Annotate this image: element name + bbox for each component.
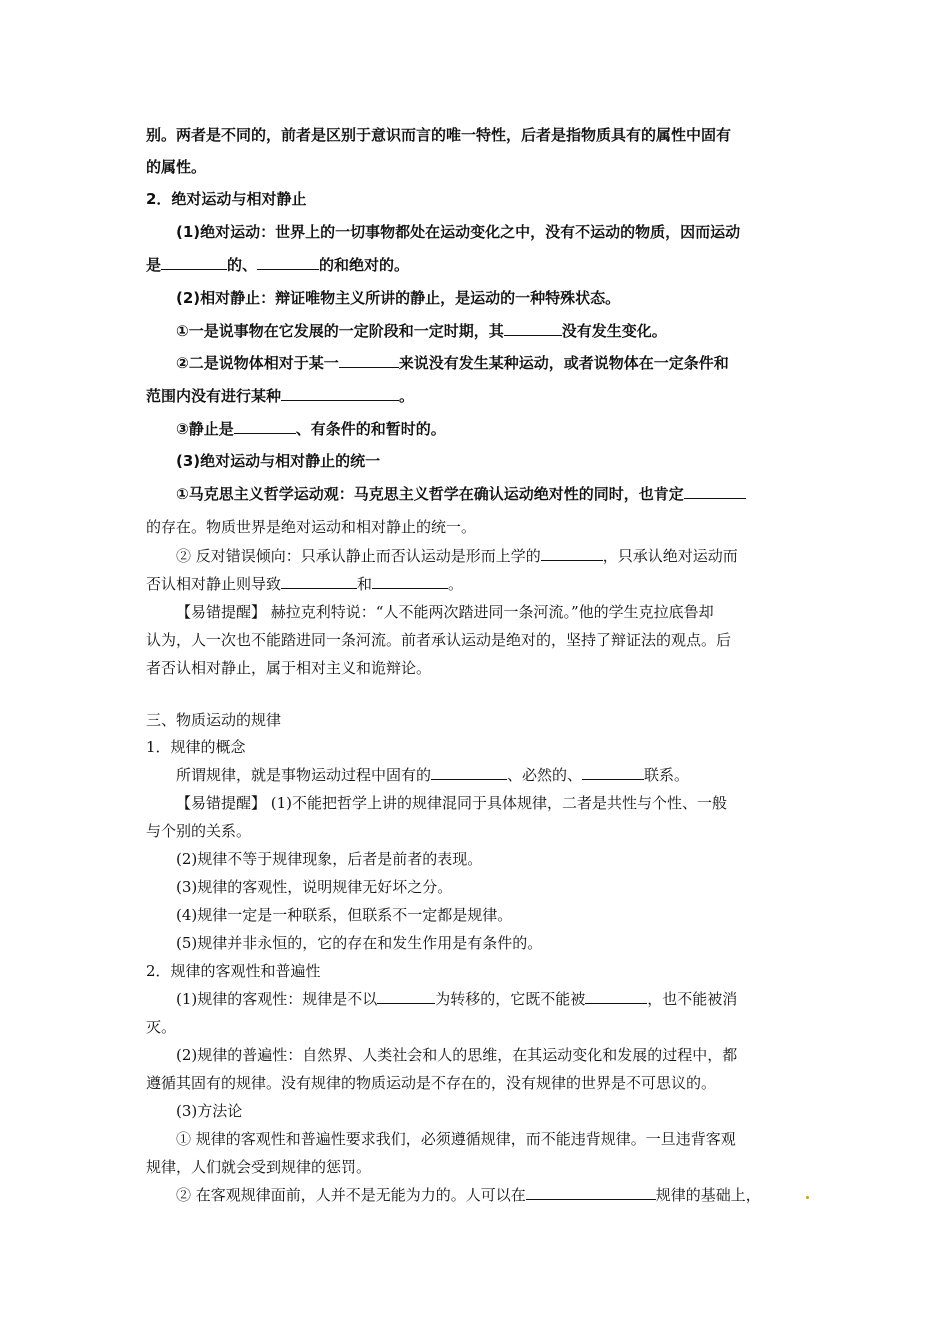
text-fragment: 没有发生变化。	[561, 322, 667, 340]
text-line	[146, 573, 463, 595]
text-line: 的属性。	[146, 158, 207, 176]
text-line: 别。两者是不同的，前者是区别于意识而言的唯一特性，后者是指物质具有的属性中固有	[146, 126, 732, 144]
text-fragment: (1)规律的客观性：规律是不以	[176, 990, 378, 1008]
text-line: (2)规律不等于规律现象，后者是前者的表现。	[176, 850, 483, 868]
text-line	[176, 545, 738, 567]
fill-blank[interactable]	[234, 419, 296, 434]
text-fragment: 。	[399, 387, 415, 405]
fill-blank[interactable]	[257, 255, 319, 270]
text-line: (5)规律并非永恒的，它的存在和发生作用是有条件的。	[176, 934, 543, 952]
text-line: (3)方法论	[176, 1102, 243, 1120]
text-fragment: 、有条件的和暂时的。	[295, 420, 446, 438]
text-line	[176, 1184, 761, 1206]
fill-blank[interactable]	[281, 574, 357, 589]
text-fragment: 的、	[227, 256, 258, 274]
section-heading: 三、物质运动的规律	[146, 711, 282, 729]
text-fragment: ② 反对错误倾向：只承认静止而否认运动是形而上学的	[176, 547, 541, 565]
text-line	[176, 320, 667, 342]
subsection-heading: 2．规律的客观性和普遍性	[146, 962, 321, 980]
text-line: 灭。	[146, 1018, 177, 1036]
fill-blank[interactable]	[504, 321, 562, 336]
text-fragment: (1)不能把哲学上讲的规律混同于具体规律，二者是共性与个性、一般	[266, 794, 728, 812]
text-line: (3)规律的客观性，说明规律无好坏之分。	[176, 878, 453, 896]
text-fragment: 、必然的、	[507, 766, 583, 784]
text-fragment: ②二是说物体相对于某一	[176, 354, 339, 372]
tip-label: 【易错提醒】	[176, 794, 267, 812]
fill-blank[interactable]	[526, 1185, 656, 1200]
text-line	[176, 352, 729, 374]
text-fragment: 是	[146, 256, 162, 274]
text-line: 规律，人们就会受到规律的惩罚。	[146, 1158, 372, 1176]
text-line: 的存在。物质世界是绝对运动和相对静止的统一。	[146, 518, 477, 536]
fill-blank[interactable]	[281, 386, 399, 401]
text-line: (3)绝对运动与相对静止的统一	[176, 452, 381, 470]
subsection-heading: 1．规律的概念	[146, 738, 246, 756]
text-fragment: ，只承认绝对运动而	[602, 547, 738, 565]
fill-blank[interactable]	[585, 989, 647, 1004]
text-fragment: 的和绝对的。	[319, 256, 410, 274]
text-fragment: ，也不能被消	[647, 990, 738, 1008]
text-fragment: 和	[357, 575, 373, 593]
text-line: ① 规律的客观性和普遍性要求我们，必须遵循规律，而不能违背规律。一旦违背客观	[176, 1130, 736, 1148]
text-fragment: 联系。	[644, 766, 690, 784]
fill-blank[interactable]	[582, 765, 644, 780]
text-line	[176, 483, 746, 505]
fill-blank[interactable]	[372, 574, 448, 589]
text-line: 与个别的关系。	[146, 822, 252, 840]
fill-blank[interactable]	[541, 546, 603, 561]
text-fragment: 规律的基础上，	[655, 1186, 761, 1204]
text-fragment: 为转移的，它既不能被	[435, 990, 586, 1008]
fill-blank[interactable]	[377, 989, 435, 1004]
fill-blank[interactable]	[161, 255, 227, 270]
fill-blank[interactable]	[684, 484, 746, 499]
text-fragment: 范围内没有进行某种	[146, 387, 282, 405]
text-line: 遵循其固有的规律。没有规律的物质运动是不存在的，没有规律的世界是不可思议的。	[146, 1074, 717, 1092]
ink-dot	[806, 1196, 809, 1199]
text-line: (1)绝对运动：世界上的一切事物都处在运动变化之中，没有不运动的物质，因而运动	[176, 223, 741, 241]
text-line	[176, 764, 689, 786]
section-heading: 2．绝对运动与相对静止	[146, 190, 307, 208]
text-line	[146, 254, 409, 276]
text-line	[146, 385, 414, 407]
text-fragment: 赫拉克利特说：“人不能两次踏进同一条河流。”他的学生克拉底鲁却	[266, 603, 714, 621]
text-line: 认为，人一次也不能踏进同一条河流。前者承认运动是绝对的，坚持了辩证法的观点。后	[146, 631, 732, 649]
text-fragment: ③静止是	[176, 420, 234, 438]
text-fragment: 所谓规律，就是事物运动过程中固有的	[176, 766, 432, 784]
text-fragment: 否认相对静止则导致	[146, 575, 282, 593]
text-fragment: ①马克思主义哲学运动观：马克思主义哲学在确认运动绝对性的同时，也肯定	[176, 485, 684, 503]
text-line: (2)规律的普遍性：自然界、人类社会和人的思维，在其运动变化和发展的过程中，都	[176, 1046, 738, 1064]
text-fragment: 。	[448, 575, 464, 593]
text-fragment: 来说没有发生某种运动，或者说物体在一定条件和	[398, 354, 729, 372]
tip-label: 【易错提醒】	[176, 603, 267, 621]
text-line: (4)规律一定是一种联系，但联系不一定都是规律。	[176, 906, 513, 924]
tip-line	[176, 792, 727, 814]
text-line	[176, 988, 737, 1010]
text-line: (2)相对静止：辩证唯物主义所讲的静止，是运动的一种特殊状态。	[176, 289, 621, 307]
fill-blank[interactable]	[431, 765, 507, 780]
text-line: 者否认相对静止，属于相对主义和诡辩论。	[146, 659, 432, 677]
text-fragment: ② 在客观规律面前，人并不是无能为力的。人可以在	[176, 1186, 526, 1204]
text-line	[176, 418, 446, 440]
tip-line	[176, 601, 714, 623]
text-fragment: ①一是说事物在它发展的一定阶段和一定时期，其	[176, 322, 504, 340]
fill-blank[interactable]	[339, 353, 399, 368]
